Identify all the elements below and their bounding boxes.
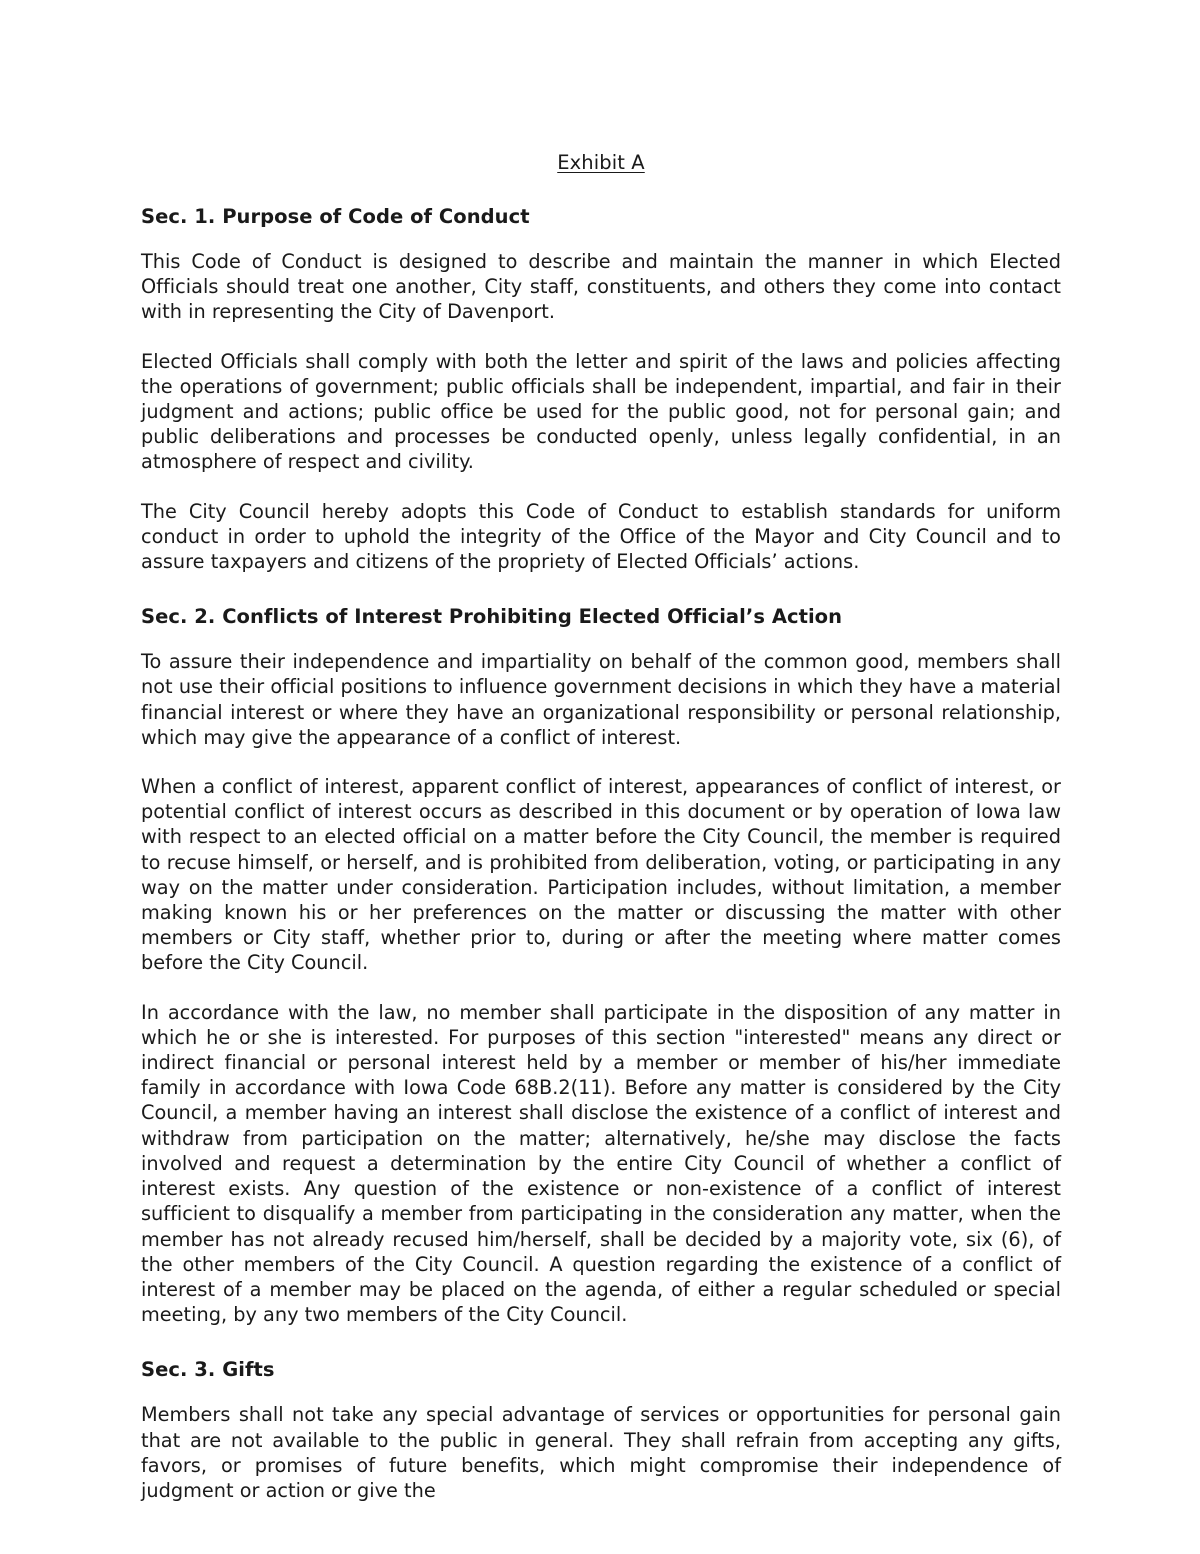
section-heading-1: Sec. 1. Purpose of Code of Conduct <box>141 205 530 228</box>
section-heading-2: Sec. 2. Conflicts of Interest Prohibiting Elected Official’s Action <box>141 605 843 629</box>
document-title <box>141 150 1061 176</box>
section-1-paragraph-3: The City Council hereby adopts this Code of Conduct to establish standards for uniform conduct in order to uphold the integrity of the Office of the Mayor and City Council and to assure taxpayers and citizens of the propriety of Elected Officials’ actions. <box>141 499 1061 574</box>
document-content <box>141 150 1061 1527</box>
section-1-paragraph-2: Elected Officials shall comply with both the letter and spirit of the laws and policies affecting the operations of government; public officials shall be independent, impartial, and fair in their judgment and actions; public office be used for the public good, not for personal gain; and public deliberations and processes be conducted openly, unless legally confidential, in an atmosphere of respect and civility. <box>141 349 1061 474</box>
section-2-paragraph-2: When a conflict of interest, apparent conflict of interest, appearances of conflict of interest, or potential conflict of interest occurs as described in this document or by operation of Iowa law with respect to an elected official on a matter before the City Council, the member is required to recuse himself, or herself, and is prohibited from deliberation, voting, or participating in any way on the matter under consideration. Participation includes, without limitation, a member making known his or her preferences on the matter or discussing the matter with other members or City staff, whether prior to, during or after the meeting where matter comes before the City Council. <box>141 775 1061 975</box>
section-2-paragraph-1: To assure their independence and impartiality on behalf of the common good, members shall not use their official positions to influence government decisions in which they have a material financial interest or where they have an organizational responsibility or personal relationship, which may give the appearance of a conflict of interest. <box>141 650 1061 749</box>
section-1-paragraph-1: This Code of Conduct is designed to describe and maintain the manner in which Elected Officials should treat one another, City staff, constituents, and others they come into contact with in representing the City of Davenport. <box>141 250 1061 324</box>
document-title-text: Exhibit A <box>557 151 645 174</box>
section-2-paragraph-3: In accordance with the law, no member shall participate in the disposition of any matter in which he or she is interested. For purposes of this section "interested" means any direct or indirect financial or personal interest held by a member or member of his/her immediate family in accordance with Iowa Code 68B.2(11). Before any matter is considered by the City Council, a member having an interest shall disclose the existence of a conflict of interest and withdraw from participation on the matter; alternatively, he/she may disclose the facts involved and request a determination by the entire City Council of whether a conflict of interest exists. Any question of the existence or non-existence of a conflict of interest sufficient to disqualify a member from participating in the consideration any matter, when the member has not already recused him/herself, shall be decided by a majority vote, six (6), of the other members of the City Council. A question regarding the existence of a conflict of interest of a member may be placed on the agenda, of either a regular scheduled or special meeting, by any two members of the City Council. <box>141 1000 1061 1327</box>
section-heading-3: Sec. 3. Gifts <box>141 1358 275 1382</box>
section-3-paragraph-1: Members shall not take any special advantage of services or opportunities for personal gain that are not available to the public in general. They shall refrain from accepting any gifts, favors, or promises of future benefits, which might compromise their independence of judgment or action or give the <box>141 1403 1061 1502</box>
